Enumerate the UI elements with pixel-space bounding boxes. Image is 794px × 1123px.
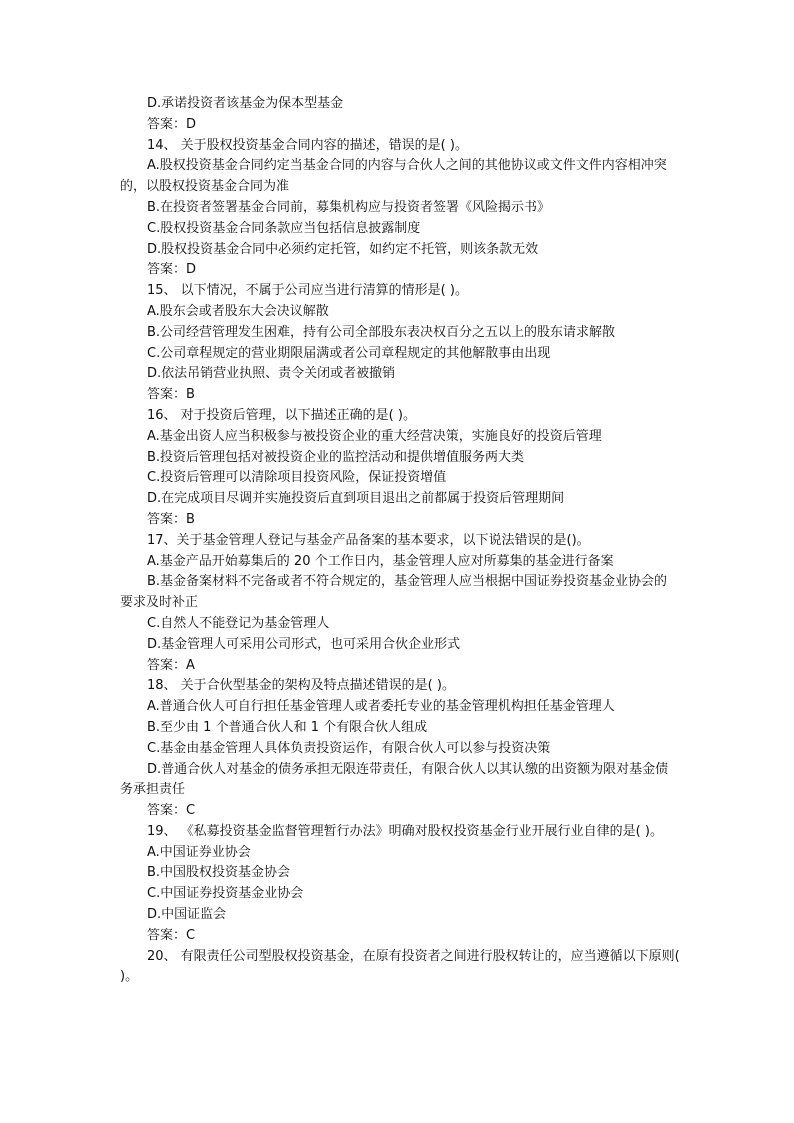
text-line: 14、 关于股权投资基金合同内容的描述，错误的是( )。 — [147, 137, 468, 153]
text-line: A.股权投资基金合同约定当基金合同的内容与合伙人之间的其他协议或文件文件内容相冲突的，以股权投资基金合同为准 — [120, 158, 667, 195]
text-line: D.承诺投资者该基金为保本型基金 — [147, 96, 344, 111]
text-line: 16、 对于投资后管理，以下描述正确的是( )。 — [147, 407, 416, 423]
text-line: A.中国证券业协会 — [147, 844, 251, 860]
text-line: 答案：B — [147, 511, 195, 527]
text-line: B.在投资者签署基金合同前，募集机构应与投资者签署《风险揭示书》 — [147, 199, 551, 215]
text-line: 答案：D — [147, 262, 197, 278]
text-line: A.基金出资人应当积极参与被投资企业的重大经营决策，实施良好的投资后管理 — [147, 428, 602, 444]
text-line: B.中国股权投资基金协会 — [147, 865, 291, 881]
text-line: D.依法吊销营业执照、责令关闭或者被撤销 — [147, 366, 396, 382]
text-line: 答案：D — [147, 116, 197, 132]
text-line: B.基金备案材料不完备或者不符合规定的，基金管理人应当根据中国证券投资基金业协会的要求及时补正 — [120, 574, 668, 611]
text-line: 答案：A — [147, 657, 195, 673]
text-line: B.公司经营管理发生困难，持有公司全部股东表决权百分之五以上的股东请求解散 — [147, 324, 616, 340]
text-line: C.自然人不能登记为基金管理人 — [147, 615, 330, 631]
text-line: C.中国证券投资基金业协会 — [147, 886, 304, 902]
text-line: 答案：C — [147, 927, 196, 943]
text-line: 答案：C — [147, 803, 196, 819]
text-line: B.投资后管理包括对被投资企业的监控活动和提供增值服务两大类 — [147, 449, 525, 465]
text-line: B.至少由 1 个普通合伙人和 1 个有限合伙人组成 — [147, 719, 428, 735]
text-line: C.基金由基金管理人具体负责投资运作，有限合伙人可以参与投资决策 — [147, 740, 551, 756]
text-line: D.在完成项目尽调并实施投资后直到项目退出之前都属于投资后管理期间 — [147, 491, 565, 507]
text-line: 18、 关于合伙型基金的架构及特点描述错误的是( )。 — [147, 678, 455, 694]
text-line: A.普通合伙人可自行担任基金管理人或者委托专业的基金管理机构担任基金管理人 — [147, 699, 615, 715]
document-body — [120, 94, 680, 988]
text-line: D.普通合伙人对基金的债务承担无限连带责任，有限合伙人以其认缴的出资额为限对基金债务承担责任 — [120, 761, 669, 798]
text-line: A.股东会或者股东大会决议解散 — [147, 303, 329, 319]
text-line: 19、 《私募投资基金监督管理暂行办法》明确对股权投资基金行业开展行业自律的是( )。 — [147, 823, 663, 839]
text-line: 答案：B — [147, 387, 195, 403]
text-line: D.中国证监会 — [147, 907, 227, 923]
text-line: 15、 以下情况，不属于公司应当进行清算的情形是( )。 — [147, 283, 468, 299]
text-line: 17、关于基金管理人登记与基金产品备案的基本要求，以下说法错误的是()。 — [147, 532, 590, 548]
text-line: D.基金管理人可采用公司形式，也可采用合伙企业形式 — [147, 636, 461, 652]
text-line: C.股权投资基金合同条款应当包括信息披露制度 — [147, 220, 421, 236]
text-line: C.投资后管理可以清除项目投资风险，保证投资增值 — [147, 470, 447, 486]
text-line: 20、 有限责任公司型股权投资基金，在原有投资者之间进行股权转让的，应当遵循以下原则( )。 — [120, 948, 680, 985]
text-line: A.基金产品开始募集后的 20 个工作日内，基金管理人应对所募集的基金进行备案 — [147, 553, 614, 569]
text-line: C.公司章程规定的营业期限届满或者公司章程规定的其他解散事由出现 — [147, 345, 551, 361]
text-line: D.股权投资基金合同中必须约定托管，如约定不托管，则该条款无效 — [147, 241, 539, 257]
